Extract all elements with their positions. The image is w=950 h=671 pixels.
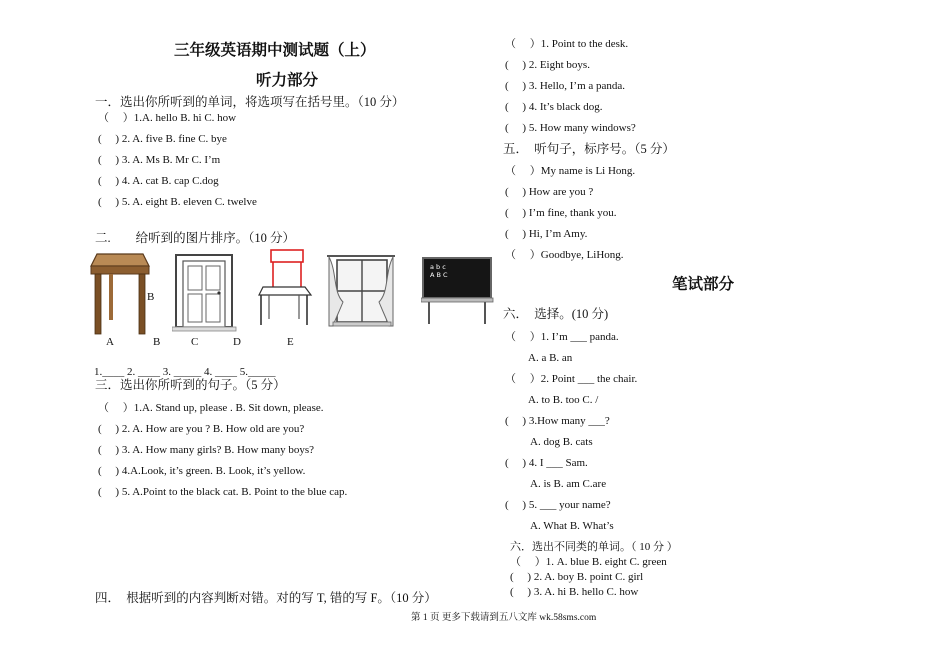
ordering-blanks: 1.____ 2. ____ 3. _____ 4. ____ 5._____ [94,366,276,378]
writing-section-title: 笔试部分 [672,276,735,293]
s6-options-1: A. a B. an [528,352,573,364]
s4-item-5: ( ) 5. How many windows? [505,122,636,134]
s4-item-3: ( ) 3. Hello, I’m a panda. [505,80,626,92]
section-4-heading: 四． 根据听到的内容判断对错。对的写 T, 错的写 F。（10 分） [95,591,437,605]
window-picture [323,252,399,334]
s7-item-1: （ ）1. A. blue B. eight C. green [510,556,667,568]
s6-options-2: A. to B. too C. / [528,394,599,406]
door-picture [172,253,240,333]
s1-item-4: ( ) 4. A. cat B. cap C.dog [98,175,219,187]
section-1-heading: 一．选出你所听到的单词，将选项写在括号里。（10 分） [95,95,405,109]
s4-item-4: ( ) 4. It’s black dog. [505,101,603,113]
s6-question-2: （ ）2. Point ___ the chair. [505,373,638,385]
s6-options-5: A. What B. What’s [530,520,614,532]
listening-section-title: 听力部分 [256,72,319,89]
page-footer: 第 1 页 更多下载请到五八文库 wk.58sms.com [411,613,597,623]
picture-b-mark: B [147,291,155,303]
blackboard-text-line-1: a b c [430,263,446,271]
picture-label-d: D [233,336,241,348]
s4-item-2: ( ) 2. Eight boys. [505,59,590,71]
s3-item-4: ( ) 4.A.Look, it’s green. B. Look, it’s yellow. [98,465,306,477]
picture-label-e: E [287,336,294,348]
section-2-heading: 二. 给听到的图片排序。（10 分） [95,231,296,245]
s6-question-4: ( ) 4. I ___ Sam. [505,457,588,469]
exam-title: 三年级英语期中测试题（上） [174,42,376,59]
s3-item-3: ( ) 3. A. How many girls? B. How many boys? [98,444,315,456]
s1-item-1: （ ）1.A. hello B. hi C. how [98,112,237,124]
picture-label-b: B [153,336,161,348]
s4-item-1: （ ）1. Point to the desk. [505,38,629,50]
s5-item-3: ( ) I’m fine, thank you. [505,207,617,219]
section-6-heading: 六． 选择。(10 分) [503,307,609,321]
desk-picture [89,252,151,336]
s5-item-4: ( ) Hi, I’m Amy. [505,228,588,240]
s1-item-2: ( ) 2. A. five B. fine C. bye [98,133,227,145]
section-3-heading: 三．选出你所听到的句子。（5 分） [95,378,286,392]
s6-question-5: ( ) 5. ___ your name? [505,499,611,511]
s7-item-2: ( ) 2. A. boy B. point C. girl [510,571,644,583]
s5-item-2: ( ) How are you ? [505,186,594,198]
s6-question-3: ( ) 3.How many ___? [505,415,610,427]
s6-options-3: A. dog B. cats [530,436,593,448]
picture-label-c: C [191,336,199,348]
chair-picture [255,249,315,327]
s5-item-5: （ ）Goodbye, LiHong. [505,249,624,261]
s3-item-2: ( ) 2. A. How are you ? B. How old are you? [98,423,305,435]
s1-item-5: ( ) 5. A. eight B. eleven C. twelve [98,196,257,208]
s5-item-1: （ ）My name is Li Hong. [505,165,636,177]
s3-item-1: （ ）1.A. Stand up, please . B. Sit down, please. [98,402,324,414]
s6-question-1: （ ）1. I’m ___ panda. [505,331,619,343]
picture-label-a: A [106,336,114,348]
s6-options-4: A. is B. am C.are [530,478,607,490]
blackboard-picture [421,256,495,326]
section-5-heading: 五． 听句子，标序号。（5 分） [503,142,675,156]
blackboard-text-line-2: A B C [430,271,448,279]
s3-item-5: ( ) 5. A.Point to the black cat. B. Point to the blue cap. [98,486,348,498]
s7-item-3: ( ) 3. A. hi B. hello C. how [510,586,639,598]
s1-item-3: ( ) 3. A. Ms B. Mr C. I’m [98,154,221,166]
section-7-heading: 六．选出不同类的单词。（ 10 分 ） [510,541,678,553]
